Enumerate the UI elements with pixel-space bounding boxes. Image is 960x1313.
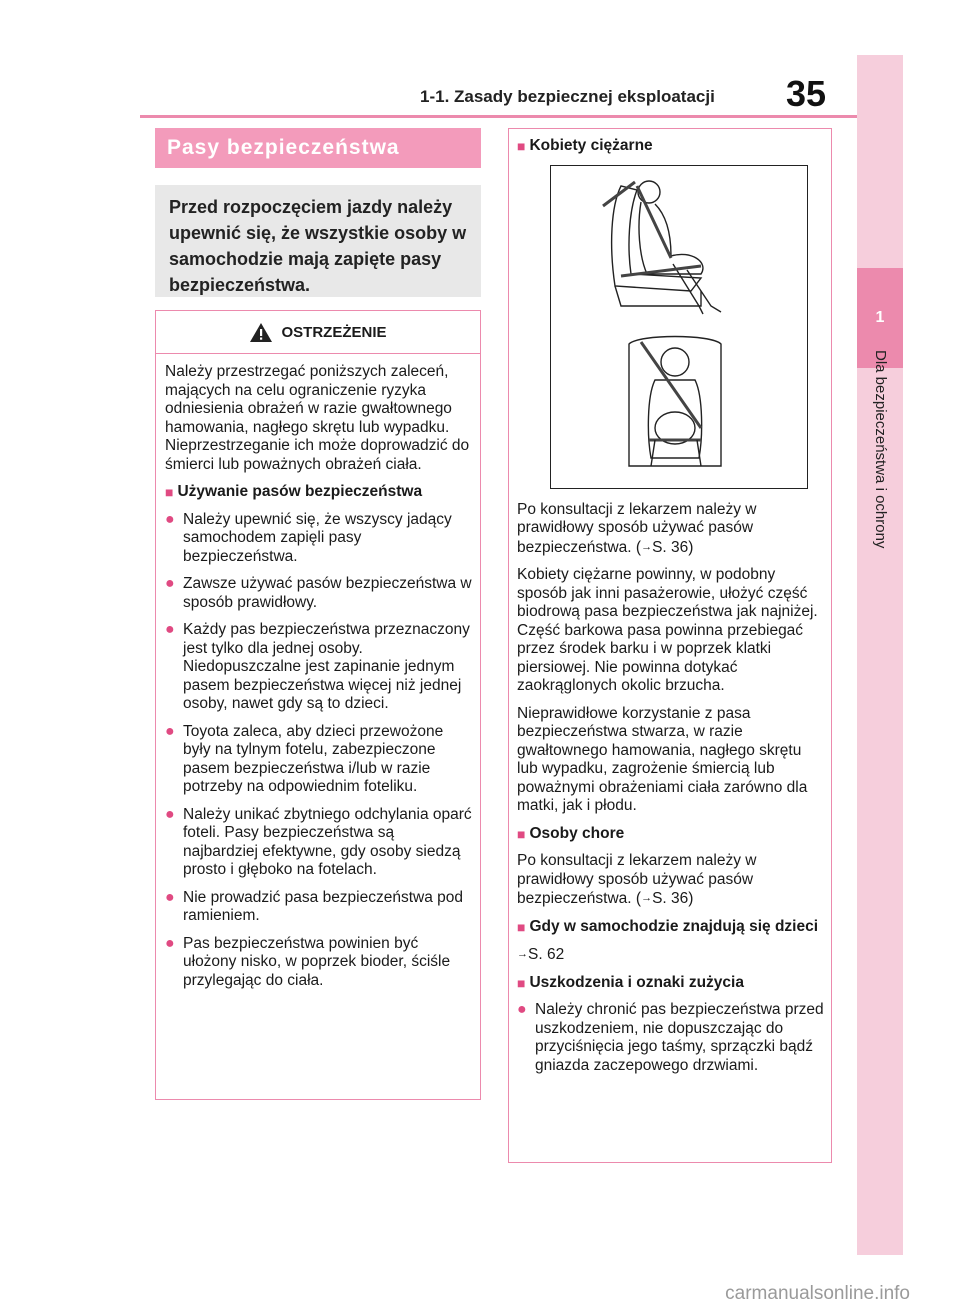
pregnant-heading: ■ Kobiety ciężarne (517, 137, 653, 154)
warning-subheading: ■ Używanie pasów bezpieczeństwa (165, 483, 423, 500)
square-marker-icon: ■ (517, 138, 526, 154)
header-divider (140, 115, 857, 118)
pregnant-seatbelt-illustration (550, 165, 808, 489)
warning-intro: Należy przestrzegać poniższych zaleceń, mających na celu ograniczenie ryzyka odniesienia obrażeń w razie gwałtownego hamowania, nagłego skrętu lub wypadku. Nieprzestrzeganie ich może doprowadzić do śmierci lub poważnych obrażeń ciała. (165, 363, 470, 473)
damage-heading: ■ Uszkodzenia i oznaki zużycia (517, 973, 744, 991)
square-marker-icon: ■ (165, 484, 174, 500)
pregnant-woman-seatbelt-image (551, 166, 806, 487)
page-number: 35 (786, 73, 827, 114)
chapter-number-tab[interactable]: 1 (857, 268, 903, 368)
intro-box: Przed rozpoczęciem jazdy należy upewnić się, że wszystkie osoby w samochodzie mają zapięte pasy bezpieczeństwa. (155, 185, 481, 297)
watermark: carmanualsonline.info (725, 1283, 910, 1304)
warning-bullet: ● Toyota zaleca, aby dzieci przewożone były na tylnym fotelu, zabezpieczone pasem bezpieczeństwa i/lub w razie potrzeby na odpowiednim foteliku. (165, 722, 444, 795)
bullet-dot-icon: ● (165, 888, 175, 906)
bullet-dot-icon: ● (165, 621, 175, 638)
pregnant-paragraph-2: Kobiety ciężarne powinny, w podobny sposób jak inni pasażerowie, ułożyć część biodrową pasa bezpieczeństwa jak najniżej. Część barkowa pasa powinna przebiegać przez środek barku i w poprzek klatki piersiowej. Nie powinna dotykać zaokrąglonych okolic brzucha. (517, 566, 818, 694)
warning-triangle-icon (249, 322, 273, 343)
children-heading: ■ Gdy w samochodzie znajdują się dzieci (517, 917, 819, 935)
square-marker-icon: ■ (517, 918, 526, 935)
chapter-side-strip (857, 55, 903, 1255)
page-reference-link[interactable]: S. 62 (528, 946, 565, 963)
pregnant-paragraph-1: Po konsultacji z lekarzem należy w prawidłowy sposób używać pasów bezpieczeństwa. (→S. 36) (517, 500, 757, 556)
warning-bullet: ● Nie prowadzić pasa bezpieczeństwa pod ramieniem. (165, 888, 464, 924)
bullet-dot-icon: ● (517, 1001, 527, 1018)
bullet-dot-icon: ● (165, 722, 175, 740)
arrow-right-icon: → (641, 540, 653, 553)
children-reference (517, 945, 825, 965)
ill-paragraph: Po konsultacji z lekarzem należy w prawidłowy sposób używać pasów bezpieczeństwa. (→S. 36) (517, 852, 757, 907)
warning-bullet: ● Każdy pas bezpieczeństwa przeznaczony jest tylko dla jednej osoby. Niedopuszczalne jest zapinanie jednym pasem bezpieczeństwa więcej niż jednej osoby, nawet gdy są to dzieci. (165, 621, 470, 712)
warning-title: OSTRZEŻENIE (281, 323, 387, 341)
warning-box (155, 310, 481, 1100)
warning-bullet: ● Należy upewnić się, że wszyscy jadący samochodem zapięli pasy bezpieczeństwa. (165, 510, 452, 565)
chapter-title-vertical: Dla bezpieczeństwa i ochrony (872, 350, 889, 549)
damage-bullet: ● Należy chronić pas bezpieczeństwa przed uszkodzeniem, nie dopuszczając do przyciśnięcia jego taśmy, sprzączki bądź gniazda zaczepowego drzwiami. (517, 1001, 824, 1074)
bullet-dot-icon: ● (165, 575, 175, 592)
bullet-dot-icon: ● (165, 934, 175, 952)
right-info-box (508, 128, 832, 1163)
section-banner: Pasy bezpieczeństwa (155, 128, 481, 168)
section-header-title: 1-1. Zasady bezpiecznej eksploatacji (420, 87, 715, 106)
bullet-dot-icon: ● (165, 510, 175, 528)
square-marker-icon: ■ (517, 825, 526, 842)
warning-bullet: ● Zawsze używać pasów bezpieczeństwa w sposób prawidłowy. (165, 575, 472, 611)
warning-bullet: ● Należy unikać zbytniego odchylania oparć foteli. Pasy bezpieczeństwa są najbardziej efektywne, gdy osoby siedzą prosto i głęboko na fotelach. (165, 805, 472, 878)
page-reference-link[interactable]: S. 36) (652, 890, 694, 907)
arrow-right-icon: → (517, 948, 528, 960)
pregnant-paragraph-3: Nieprawidłowe korzystanie z pasa bezpieczeństwa stwarza, w razie gwałtownego hamowania, nagłego skrętu lub wypadku, zagrożenie śmiercią lub poważnymi obrażeniami ciała zarówno dla matki, jak i płodu. (517, 704, 808, 814)
warning-header (156, 311, 480, 354)
page-reference-link[interactable]: S. 36) (652, 538, 694, 556)
square-marker-icon: ■ (517, 974, 526, 991)
ill-heading: ■ Osoby chore (517, 824, 625, 842)
bullet-dot-icon: ● (165, 805, 175, 823)
warning-bullet: ● Pas bezpieczeństwa powinien być ułożony nisko, w poprzek bioder, ściśle przylegając do ciała. (165, 934, 451, 989)
arrow-right-icon: → (641, 892, 653, 904)
